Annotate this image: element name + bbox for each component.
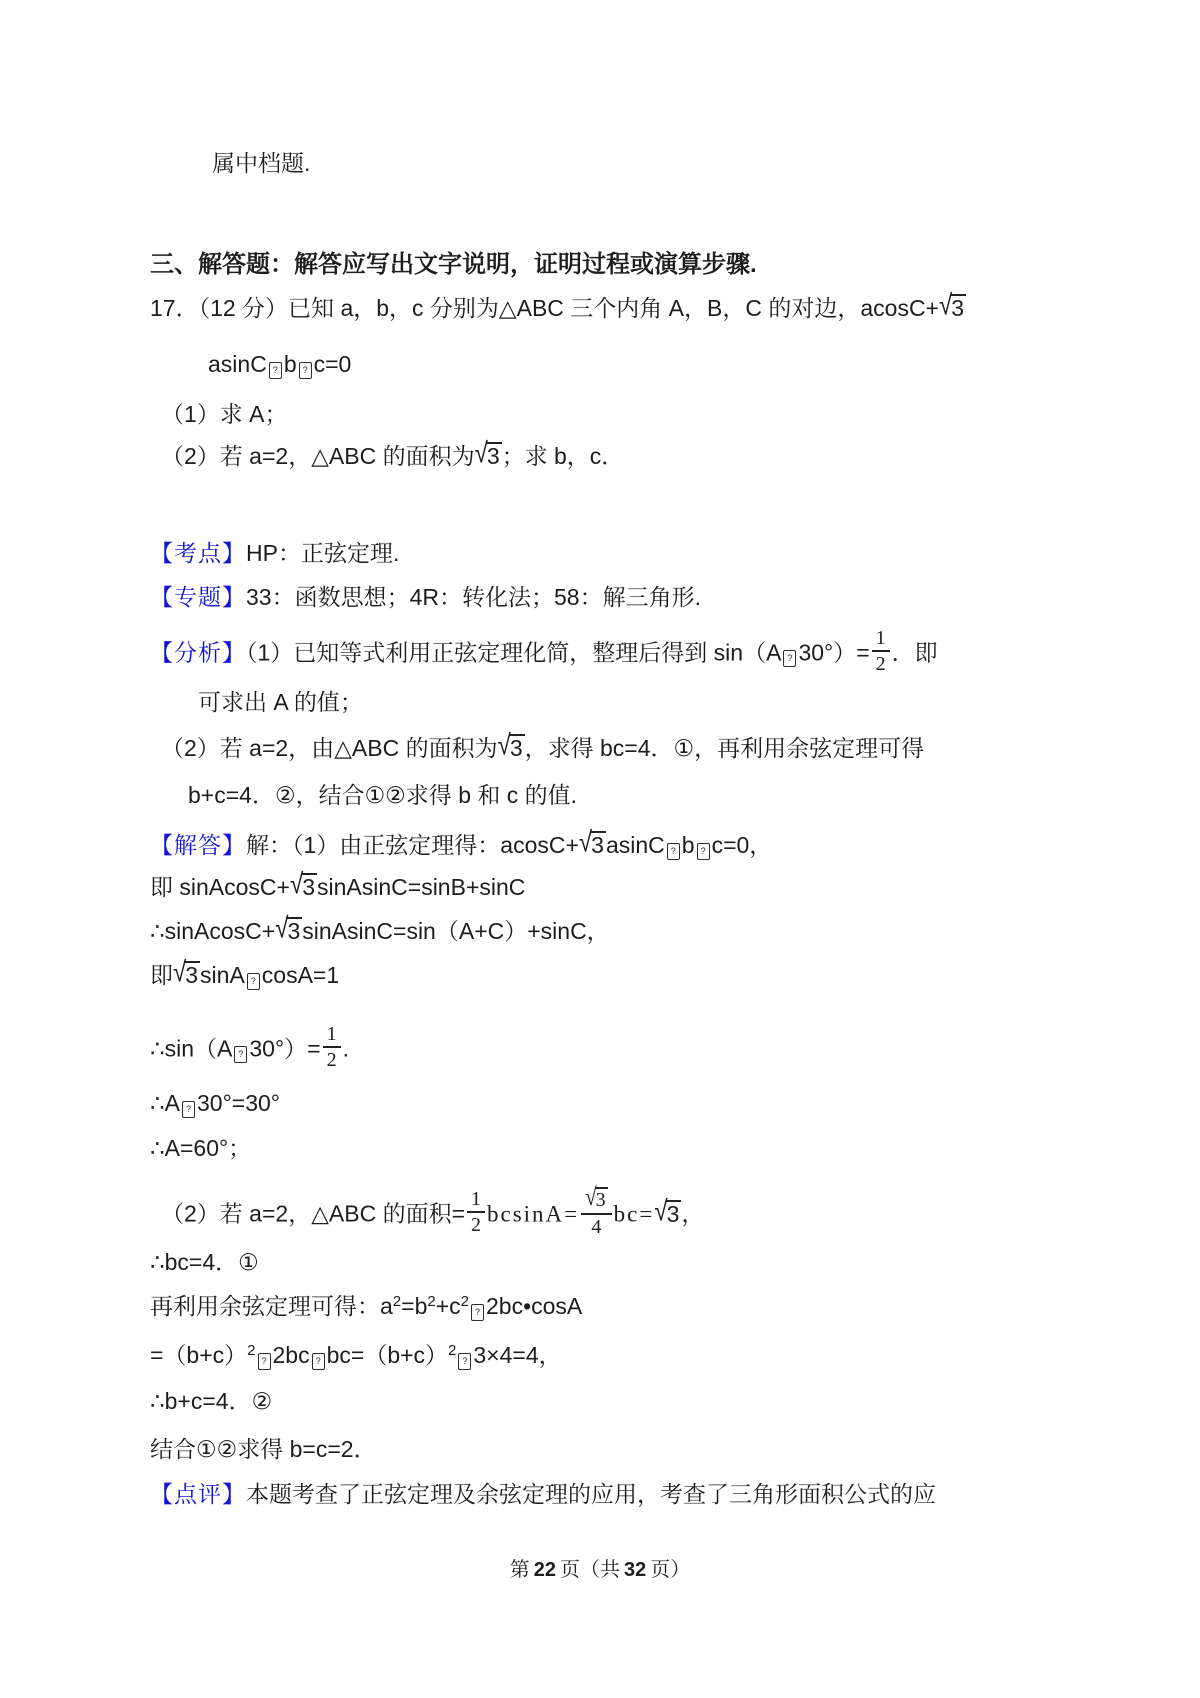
radical-sign: √: [474, 437, 488, 470]
fenxi-line-4: [188, 780, 577, 810]
stem-text: c=0: [313, 351, 352, 377]
jieda-text: ，: [681, 1200, 705, 1227]
sqrt-3: [654, 1195, 681, 1230]
jieda-text: ∴b+c=4．②: [150, 1388, 273, 1414]
denominator: 2: [875, 653, 886, 676]
fraction-1-2: [872, 627, 890, 676]
jieda-line-13: [150, 1434, 377, 1464]
jieda-text: cosA=1: [261, 962, 340, 988]
numerator: [581, 1182, 612, 1215]
fenxi-text: b+c=4．②，结合①②求得 b 和 c 的值.: [188, 782, 578, 808]
fenxi-line-1: [150, 627, 938, 679]
jieda-text: 2bc: [272, 1342, 310, 1368]
fenxi-text: 可求出 A 的值；: [198, 689, 363, 715]
jieda-text: 再利用余弦定理可得：a: [150, 1293, 393, 1319]
radical-sign: √: [275, 912, 289, 945]
section-heading: [150, 250, 757, 280]
missing-glyph-box: ?: [182, 1101, 195, 1118]
fenxi-text: ，求得 bc=4．①，再利用余弦定理可得: [524, 735, 925, 761]
part-2-text: （2）若 a=2，△ABC 的面积为: [161, 443, 475, 469]
part-2-line: [161, 437, 625, 472]
stem-text: asinC: [208, 351, 267, 377]
jieda-text: c=0，: [711, 832, 773, 858]
fenxi-text: ．即: [891, 639, 938, 666]
sqrt-3: [578, 826, 606, 861]
jieda-line-10: [150, 1291, 582, 1325]
denominator: 4: [591, 1215, 602, 1238]
radical-sign: √: [578, 826, 593, 859]
jieda-text: =b: [401, 1293, 428, 1319]
jieda-text: 即: [150, 962, 173, 988]
missing-glyph-box: ?: [258, 1353, 271, 1370]
missing-glyph-box: ?: [471, 1304, 484, 1321]
superscript-2: 2: [460, 1293, 469, 1310]
jieda-text: ∴sinAcosC+: [150, 918, 276, 944]
jieda-tag: 【解答】: [150, 832, 246, 858]
jieda-line-8: [161, 1182, 705, 1241]
superscript-2: 2: [448, 1342, 457, 1359]
jieda-text: sinAsinC=sinB+sinC: [317, 874, 526, 900]
stem-text: b: [283, 351, 297, 377]
jieda-text: （2）若 a=2，△ABC 的面积=: [161, 1200, 465, 1227]
superscript-2: 2: [427, 1293, 436, 1310]
jieda-text: ∴A=60°；: [150, 1135, 252, 1161]
missing-glyph-box: ?: [667, 843, 680, 860]
jieda-text: 2bc•cosA: [486, 1293, 583, 1319]
fraction-1-2: [467, 1188, 485, 1237]
jieda-text: 解：（1）由正弦定理得：acosC+: [246, 832, 579, 858]
page-number: 22: [533, 1559, 556, 1581]
jieda-text: 30°=30°: [196, 1090, 280, 1116]
missing-glyph-box: ?: [312, 1353, 325, 1370]
numerator: 1: [872, 627, 890, 652]
jieda-line-2: [150, 868, 526, 903]
jieda-text: asinC: [605, 832, 665, 858]
radicand: 3: [486, 443, 500, 469]
jieda-text: +c: [435, 1293, 461, 1319]
radicand: 3: [185, 962, 199, 988]
jieda-text: 即 sinAcosC+: [150, 874, 290, 900]
jieda-line-1: [150, 826, 773, 861]
missing-glyph-box: ?: [299, 362, 312, 379]
jieda-line-5: [150, 1023, 349, 1075]
jieda-text: =（b+c）: [150, 1342, 248, 1368]
sqrt-3: [497, 729, 525, 764]
equation-text: bcsinA=: [487, 1201, 580, 1227]
jieda-text: b: [681, 832, 695, 858]
radicand: 3: [595, 1189, 606, 1211]
denominator: 2: [471, 1214, 481, 1237]
dianping-tag: 【点评】: [150, 1481, 246, 1507]
fraction-sqrt3-4: [581, 1182, 612, 1238]
missing-glyph-box: ?: [234, 1046, 247, 1063]
intro-text: 属中档题.: [212, 150, 311, 176]
problem-stem-line-2: [208, 349, 351, 379]
sqrt-3: [173, 956, 200, 991]
jieda-line-4: [150, 956, 340, 991]
jieda-line-7: [150, 1133, 251, 1163]
footer-text: 页）: [650, 1559, 691, 1581]
numerator: 1: [323, 1023, 341, 1048]
problem-stem-line-1: [150, 289, 966, 324]
radicand: 3: [951, 295, 965, 321]
radicand: 3: [591, 832, 604, 858]
fenxi-line-2: [198, 687, 363, 717]
kaodian-line: [150, 538, 399, 568]
footer-text: 页（共: [560, 1559, 620, 1581]
total-pages: 32: [624, 1559, 647, 1581]
fenxi-tag: 【分析】: [150, 639, 246, 666]
zhuanti-line: [150, 582, 701, 612]
sqrt-3: [474, 437, 502, 472]
radical-sign: √: [585, 1182, 597, 1211]
missing-glyph-box: ?: [783, 650, 796, 667]
jieda-line-3: [150, 912, 610, 947]
radical-sign: √: [939, 289, 953, 322]
jieda-line-6: [150, 1088, 280, 1118]
footer-text: 第: [509, 1559, 530, 1581]
radicand: 3: [302, 874, 316, 900]
sqrt-3: [939, 289, 966, 324]
kaodian-tag: 【考点】: [150, 540, 246, 566]
kaodian-text: HP：正弦定理.: [246, 540, 400, 566]
part-1-line: [161, 399, 288, 429]
jieda-text: bc=（b+c）: [326, 1342, 449, 1368]
jieda-text: sinAsinC=sin（A+C）+sinC，: [302, 918, 610, 944]
sqrt-3: [275, 912, 302, 947]
section-heading-text: 三、解答题：解答应写出文字说明，证明过程或演算步骤.: [150, 251, 757, 278]
radical-sign: √: [173, 956, 187, 989]
radical-sign: √: [497, 729, 511, 762]
fenxi-line-3: [161, 729, 925, 764]
fraction-1-2: [323, 1023, 341, 1072]
fenxi-text: （1）已知等式利用正弦定理化简，整理后得到 sin（A: [246, 639, 782, 666]
radicand: 3: [509, 735, 523, 761]
missing-glyph-box: ?: [269, 362, 282, 379]
jieda-text: ∴bc=4．①: [150, 1249, 259, 1275]
jieda-text: sinA: [200, 962, 245, 988]
jieda-line-12: [150, 1386, 272, 1416]
sqrt-3: [289, 868, 317, 903]
jieda-text: .: [342, 1035, 349, 1062]
jieda-text: ∴sin（A: [150, 1035, 233, 1062]
zhuanti-text: 33：函数思想；4R：转化法；58：解三角形.: [246, 584, 701, 610]
superscript-2: 2: [392, 1293, 402, 1310]
superscript-2: 2: [247, 1342, 256, 1359]
radicand: 3: [666, 1200, 680, 1227]
numerator: 1: [467, 1188, 485, 1213]
jieda-line-9: [150, 1247, 259, 1277]
sqrt-3: [585, 1182, 608, 1212]
zhuanti-tag: 【专题】: [150, 584, 246, 610]
jieda-text: 结合①②求得 b=c=2．: [150, 1436, 377, 1462]
part-1-text: （1）求 A；: [161, 401, 288, 427]
radical-sign: √: [289, 868, 304, 901]
radicand: 3: [287, 918, 301, 944]
radical-sign: √: [654, 1195, 668, 1228]
part-2-text-end: ；求 b，c．: [501, 443, 625, 469]
missing-glyph-box: ?: [247, 973, 260, 990]
jieda-text: 30°）=: [249, 1035, 321, 1062]
fenxi-text: 30°）=: [798, 639, 870, 666]
missing-glyph-box: ?: [697, 843, 710, 860]
dianping-text: 本题考查了正弦定理及余弦定理的应用，考查了三角形面积公式的应: [246, 1481, 936, 1507]
jieda-line-11: [150, 1340, 562, 1374]
equation-text: bc=: [613, 1201, 655, 1227]
stem-text: 17．（12 分）已知 a，b，c 分别为△ABC 三个内角 A，B，C 的对边，acosC+: [150, 295, 939, 321]
fenxi-text: （2）若 a=2，由△ABC 的面积为: [161, 735, 498, 761]
jieda-text: 3×4=4，: [473, 1342, 562, 1368]
jieda-text: ∴A: [150, 1090, 180, 1116]
page-footer: [0, 1553, 1200, 1582]
intro-line: [212, 148, 310, 178]
denominator: 2: [326, 1049, 337, 1072]
dianping-line: [150, 1479, 936, 1509]
missing-glyph-box: ?: [458, 1353, 471, 1370]
